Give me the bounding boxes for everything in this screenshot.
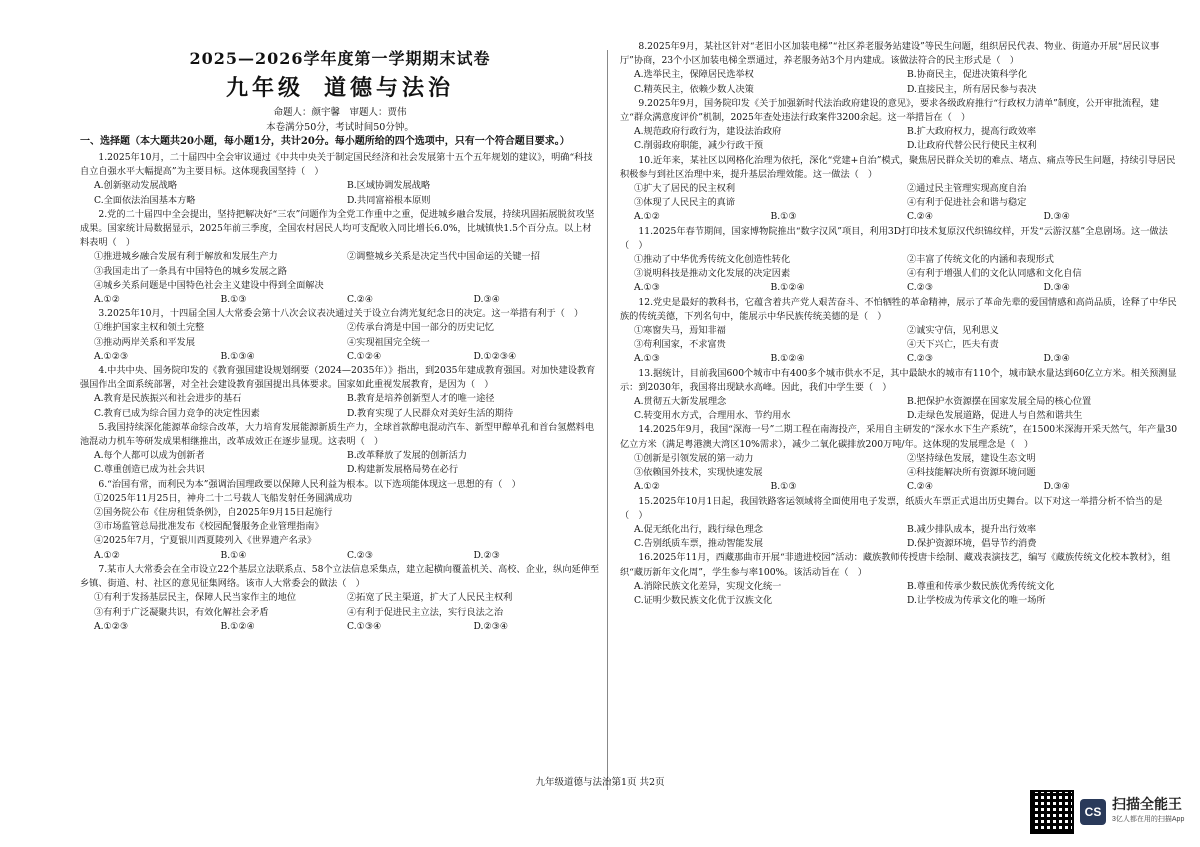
question-2: 2.党的二十届四中全会提出，坚持把解决好“三农”问题作为全党工作重中之重，促进城乡融合发展，持续巩固拓展脱贫攻坚成果。国家统计局数据显示，2025年前三季度，全国农村居民人均可支配收入同比增长6.0%，比城镇快1.5个百分点。以上材料表明（ ）: [80, 208, 595, 249]
question-4: 4.中共中央、国务院印发的《教育强国建设规划纲要（2024—2035年）》指出，到2035年建成教育强国。对加快建设教育强国作出全面系统部署，对全社会建设教育强国提出具体要求。国家如此重视发展教育，是因为（ ）: [80, 365, 596, 391]
item: ①推动了中华优秀传统文化创造性转化: [634, 254, 791, 266]
option: C.全面依法治国基本方略: [94, 194, 196, 206]
scanner-tagline: 3亿人都在用的扫描App: [1112, 816, 1185, 823]
item: ④有利于增强人们的文化认同感和文化自信: [907, 268, 1082, 280]
right-column: [620, 40, 1180, 608]
option: A.①②: [94, 549, 121, 561]
option: D.教育实现了人民群众对美好生活的期待: [347, 407, 514, 419]
option: C.精英民主，依赖少数人决策: [634, 83, 754, 95]
question-5: 5.我国持续深化能源革命综合改革，大力培育发展能源新质生产力，全球首款醇电混动汽车、新型甲醇单孔和首台氢燃料电池混动力机车等研发成果相继推出，改革成效正在逐步显现。这表明（ ）: [80, 421, 595, 448]
question-13: 13.据统计，目前我国600个城市中有400多个城市供水不足，其中最缺水的城市有110个，城市缺水量达到60亿立方米。相关预测显示：到2030年，我国将出现缺水高峰。因此，我们中学生要（ ）: [620, 367, 1177, 393]
item: ③有利于广泛凝聚共识，有效化解社会矛盾: [94, 606, 269, 618]
question-15: 15.2025年10月1日起，我国铁路客运领域将全面使用电子发票，纸质火车票正式退出历史舞台。以下对这一举措分析不恰当的是（ ）: [620, 495, 1163, 521]
option: A.促无纸化出行，践行绿色理念: [634, 523, 763, 535]
option: B.①③④: [220, 350, 255, 362]
option: D.③④: [1043, 353, 1070, 365]
scanner-name: 扫描全能王: [1112, 796, 1182, 812]
item: ②传承台湾是中国一部分的历史记忆: [347, 322, 494, 334]
option: A.①②: [634, 211, 661, 223]
item: ③说明科技是推动文化发展的决定因素: [634, 268, 791, 280]
section-heading: 一、选择题（本大题共20小题，每小题1分，共计20分。每小题所给的四个选项中，只有一个符合题目要求。）: [80, 136, 570, 147]
option: B.①③: [770, 481, 797, 493]
option: D.走绿色发展道路，促进人与自然和谐共生: [907, 410, 1083, 422]
item: ②坚持绿色发展，建设生态文明: [907, 452, 1036, 464]
option: A.规范政府行政行为，建设法治政府: [634, 126, 782, 138]
option: B.减少排队成本，提升出行效率: [907, 523, 1037, 535]
option: D.直接民主，所有居民参与表决: [907, 83, 1037, 95]
option: D.共同富裕根本原则: [347, 194, 431, 206]
item: ②拓宽了民主渠道，扩大了人民民主权利: [347, 592, 513, 604]
item: ②诚实守信，见利思义: [907, 325, 999, 337]
option: D.③④: [1043, 282, 1070, 294]
question-14-options: [620, 480, 1180, 494]
question-7: 7.某市人大常委会在全市设立22个基层立法联系点、58个立法信息采集点，建立起横向覆盖机关、高校、企业，纵向延伸至乡镇、街道、村、社区的意见征集网络。该市人大常委会的做法（ ）: [80, 563, 600, 590]
authors-line: 命题人：颜宇馨 审题人：贾伟: [273, 107, 407, 118]
option: C.转变用水方式，合理用水、节约用水: [634, 410, 791, 422]
option: B.扩大政府权力，提高行政效率: [907, 126, 1037, 138]
option: C.①②④: [347, 350, 382, 362]
option: B.①③: [220, 294, 247, 306]
item: ④实现祖国完全统一: [347, 336, 430, 348]
option: A.①②: [94, 294, 121, 306]
item: ②通过民主管理实现高度自治: [907, 183, 1027, 195]
question-8: 8.2025年9月，某社区针对“老旧小区加装电梯”“社区养老服务站建设”等民生问题，组织居民代表、物业、街道办开展“居民议事厅”协商，23个小区加装电梯全票通过，养老服务站3个月内建成。该做法符合的民主形式是（ ）: [620, 41, 1160, 67]
option: D.②③④: [473, 620, 509, 632]
item: ①2025年11月25日，神舟二十二号载人飞船发射任务圆满成功: [94, 492, 353, 504]
option: A.每个人都可以成为创新者: [94, 450, 205, 462]
question-14: 14.2025年9月，我国“深海一号”二期工程在南海投产，采用自主研发的“深水水下生产系统”，在1500米深海开采天然气，年产量30亿立方米（满足粤港澳大湾区10%需求），减少二氧化碳排放200万吨/年。这体现的发展理念是（ ）: [620, 424, 1178, 450]
option: A.①②: [634, 481, 661, 493]
option: C.②③: [907, 353, 934, 365]
item: ③依赖国外技术，实现快速发展: [634, 467, 763, 479]
subject-label: 道德与法治: [324, 75, 455, 101]
question-6-options: [80, 549, 600, 563]
page-footer: 九年级道德与法治第1页 共2页: [535, 777, 665, 788]
option: B.①③: [770, 211, 797, 223]
item: ①维护国家主权和领土完整: [94, 322, 205, 334]
option: B.①②④: [770, 282, 805, 294]
question-9: 9.2025年9月，国务院印发《关于加强新时代法治政府建设的意见》，要求各级政府推行“行政权力清单”制度，公开审批流程，建立“群众满意度评价”机制，2025年查处违法行政案件3200余起。这一举措旨在（ ）: [620, 97, 1159, 124]
item: ④有利于促进社会和谐与稳定: [907, 197, 1027, 209]
question-16: 16.2025年11月，西藏那曲市开展“非遗进校园”活动：藏族教师传授唐卡绘制、藏戏表演技艺，编写《藏族传统文化校本教材》，组织“藏历新年文化周”，学生参与率100%。该活动旨在（ ）: [620, 552, 1171, 578]
item: ②国务院公布《住房租赁条例》，自2025年9月15日起施行: [94, 507, 333, 519]
qr-code-icon: [1030, 790, 1074, 834]
exam-sheet: [80, 40, 1180, 760]
option: C.②③: [907, 282, 934, 294]
question-7-items: [80, 591, 600, 619]
question-11-options: [620, 281, 1180, 295]
item: ③我国走出了一条具有中国特色的城乡发展之路: [94, 265, 287, 277]
question-3-options: [80, 350, 600, 364]
column-divider: [607, 50, 608, 790]
option: D.①②③④: [473, 350, 517, 362]
option: A.贯彻五大新发展理念: [634, 396, 727, 408]
option: D.构建新发展格局势在必行: [347, 464, 459, 476]
option: C.①③④: [347, 620, 382, 632]
option: A.①②③: [94, 350, 129, 362]
question-13-options: [620, 395, 1180, 423]
question-2-options: [80, 293, 600, 307]
item: ④科技能解决所有资源环境问题: [907, 467, 1036, 479]
score-time-line: 本卷满分50分，考试时间50分钟。: [266, 122, 414, 133]
question-9-options: [620, 125, 1180, 153]
exam-title: 2025—2026学年度第一学期期末试卷: [189, 49, 491, 68]
item: ①有利于发扬基层民主，保障人民当家作主的地位: [94, 592, 297, 604]
question-14-items: [620, 452, 1180, 480]
option: B.协商民主，促进决策科学化: [907, 69, 1027, 81]
option: B.①②④: [770, 353, 805, 365]
option: B.①②④: [220, 620, 255, 632]
item: ①推进城乡融合发展有利于解放和发展生产力: [94, 251, 278, 263]
item: ①创新是引领发展的第一动力: [634, 452, 754, 464]
question-4-options: [80, 392, 600, 420]
left-column: [80, 40, 600, 634]
item: ①寒窗失马，焉知非福: [634, 325, 726, 337]
question-10: 10.近年来，某社区以网格化治理为依托，深化“党建+自治”模式，聚焦居民群众关切的难点、堵点、痛点等民生问题，持续引导居民积极参与到社区治理中来，提升基层治理效能。这一做法（ ）: [620, 154, 1176, 180]
option: A.创新驱动发展战略: [94, 180, 178, 192]
item: ②丰富了传统文化的内涵和表现形式: [907, 254, 1054, 266]
question-12-options: [620, 352, 1180, 366]
option: B.把保护水资源摆在国家发展全局的核心位置: [907, 396, 1092, 408]
option: A.①③: [634, 282, 661, 294]
question-15-options: [620, 523, 1180, 551]
question-1: 1.2025年10月，二十届四中全会审议通过《中共中央关于制定国民经济和社会发展第十五个五年规划的建议》，明确“科技自立自强水平大幅提高”为主要目标。这体现我国坚持（ ）: [80, 152, 593, 178]
option: C.教育已成为综合国力竞争的决定性因素: [94, 407, 260, 419]
question-7-options: [80, 620, 600, 634]
item: ④天下兴亡，匹夫有责: [907, 339, 999, 351]
option: C.②③: [347, 549, 374, 561]
option: C.②④: [907, 211, 934, 223]
option: D.让学校成为传承文化的唯一场所: [907, 594, 1046, 606]
option: D.③④: [473, 294, 500, 306]
option: D.保护资源环境，倡导节约消费: [907, 538, 1037, 550]
option: A.教育是民族振兴和社会进步的基石: [94, 393, 242, 405]
option: C.证明少数民族文化优于汉族文化: [634, 594, 773, 606]
item: ③苟利国家，不求富贵: [634, 339, 726, 351]
item: ③市场监管总局批准发布《校园配餐服务企业管理指南》: [94, 521, 324, 533]
question-12: 12.党史是最好的教科书，它蕴含着共产党人艰苦奋斗、不怕牺牲的革命精神，展示了革命先辈的爱国情感和高尚品质，诠释了中华民族的传统美德，下列名句中，能展示中华民族传统美德的是（ ）: [620, 296, 1177, 322]
exam-subject-line: [80, 71, 600, 102]
option: D.③④: [1043, 211, 1070, 223]
option: C.②④: [907, 481, 934, 493]
question-1-options: [80, 179, 600, 207]
question-8-options: [620, 68, 1180, 96]
question-12-items: [620, 324, 1180, 352]
question-6: 6.“治国有常，而利民为本”强调治国理政要以保障人民利益为根本。以下选项能体现这一思想的有（ ）: [98, 478, 521, 490]
option: C.削弱政府职能，减少行政干预: [634, 140, 764, 152]
item: ④有利于促进民主立法，实行良法之治: [347, 606, 504, 618]
camscanner-logo-icon: CS: [1080, 799, 1106, 825]
option: B.尊重和传承少数民族优秀传统文化: [907, 580, 1055, 592]
item: ①扩大了居民的民主权利: [634, 183, 736, 195]
item: ④2025年7月，宁夏银川西夏陵列入《世界遗产名录》: [94, 535, 317, 547]
option: B.改革释放了发展的创新活力: [347, 450, 467, 462]
item: ④城乡关系问题是中国特色社会主义建设中得到全面解决: [94, 279, 324, 291]
option: D.②③: [473, 549, 500, 561]
question-11: 11.2025年春节期间，国家博物院推出“数字汉风”项目，利用3D打印技术复原汉代织锦纹样，开发“云游汉墓”全息剧场。这一做法（ ）: [620, 225, 1168, 251]
question-16-options: [620, 580, 1180, 608]
question-3-items: [80, 321, 600, 349]
question-3: 3.2025年10月，十四届全国人大常委会第十八次会议表决通过关于设立台湾光复纪念日的决定。这一举措有利于（ ）: [98, 308, 584, 320]
option: B.区域协调发展战略: [347, 180, 431, 192]
option: A.选举民主，保障居民选举权: [634, 69, 754, 81]
question-10-options: [620, 210, 1180, 224]
item: ③推动两岸关系和平发展: [94, 336, 196, 348]
option: A.①③: [634, 353, 661, 365]
grade-label: 九年级: [225, 75, 304, 101]
option: A.消除民族文化差异，实现文化统一: [634, 580, 782, 592]
item: ②调整城乡关系是决定当代中国命运的关键一招: [347, 251, 540, 263]
scanner-brand: [1112, 796, 1184, 828]
scanner-watermark: [1030, 790, 1184, 834]
option: B.教育是培养创新型人才的唯一途径: [347, 393, 495, 405]
option: C.②④: [347, 294, 374, 306]
option: B.①④: [220, 549, 247, 561]
question-11-items: [620, 253, 1180, 281]
question-2-items: [80, 250, 600, 264]
question-5-options: [80, 449, 600, 477]
option: C.尊重创造已成为社会共识: [94, 464, 205, 476]
option: D.③④: [1043, 481, 1070, 493]
option: D.让政府代替公民行使民主权利: [907, 140, 1037, 152]
item: ③体现了人民民主的真谛: [634, 197, 736, 209]
option: C.告别纸质车票，推动智能发展: [634, 538, 764, 550]
option: A.①②③: [94, 620, 129, 632]
question-10-items: [620, 182, 1180, 210]
